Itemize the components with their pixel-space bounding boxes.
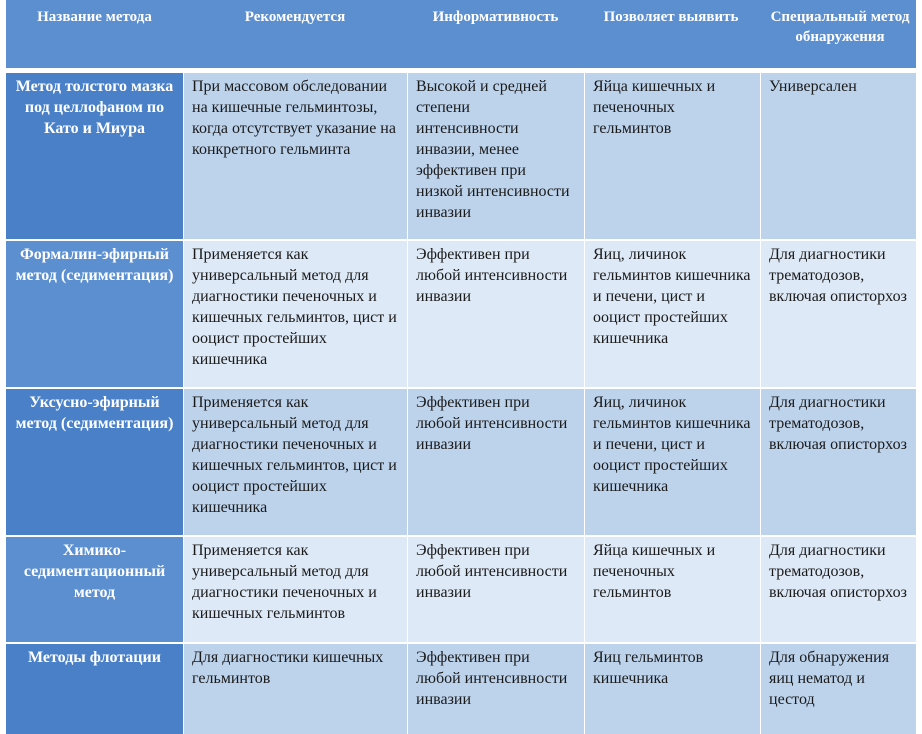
cell-recommended: При массовом обследовании на кишечные гельминтозы, когда отсутствует указание на конкретного гельминта — [183, 73, 407, 239]
cell-method: Методы флотации — [6, 644, 183, 734]
cell-special: Для диагностики трематодозов, включая описторхоз — [760, 389, 916, 535]
table-row — [6, 241, 916, 387]
cell-detects: Яиц гельминтов кишечника — [584, 644, 760, 734]
cell-informativeness: Эффективен при любой интенсивности инвазии — [407, 389, 584, 535]
header-recommended: Рекомендуется — [244, 9, 346, 25]
table-header — [6, 0, 916, 68]
cell-detects: Яиц, личинок гельминтов кишечника и печени, цист и ооцист простейших кишечника — [584, 241, 760, 387]
cell-informativeness: Эффективен при любой интенсивности инвазии — [407, 241, 584, 387]
column-divider — [760, 73, 761, 734]
table-row — [6, 537, 916, 642]
column-divider — [183, 73, 184, 734]
cell-recommended: Применяется как универсальный метод для диагностики печеночных и кишечных гельминтов — [183, 537, 407, 642]
cell-informativeness: Высокой и средней степени интенсивности инвазии, менее эффективен при низкой интенсивности инвазии — [407, 73, 584, 239]
cell-method: Химико-седиментационный метод — [6, 537, 183, 642]
cell-recommended: Применяется как универсальный метод для диагностики печеночных и кишечных гельминтов, цист и ооцист простейших кишечника — [183, 389, 407, 535]
column-divider — [407, 73, 408, 734]
cell-recommended: Для диагностики кишечных гельминтов — [183, 644, 407, 734]
header-special: Специальный метод обнаружения — [770, 9, 910, 45]
column-divider — [584, 73, 585, 734]
cell-detects: Яиц, личинок гельминтов кишечника и печени, цист и ооцист простейших кишечника — [584, 389, 760, 535]
table-row — [6, 73, 916, 239]
cell-method: Метод толстого мазка под целлофаном по Като и Миура — [6, 73, 183, 239]
cell-informativeness: Эффективен при любой интенсивности инвазии — [407, 537, 584, 642]
cell-special: Для обнаружения яиц нематод и цестод — [760, 644, 916, 734]
cell-special: Универсален — [760, 73, 916, 239]
cell-special: Для диагностики трематодозов, включая описторхоз — [760, 241, 916, 387]
cell-informativeness: Эффективен при любой интенсивности инвазии — [407, 644, 584, 734]
table-row — [6, 644, 916, 734]
cell-recommended: Применяется как универсальный метод для диагностики печеночных и кишечных гельминтов, цист и ооцист простейших кишечника — [183, 241, 407, 387]
header-detects: Позволяет выявить — [603, 9, 739, 25]
cell-detects: Яйца кишечных и печеночных гельминтов — [584, 537, 760, 642]
table-row — [6, 389, 916, 535]
cell-method: Уксусно-эфирный метод (седиментация) — [6, 389, 183, 535]
cell-method: Формалин-эфирный метод (седиментация) — [6, 241, 183, 387]
header-method: Название метода — [37, 9, 152, 25]
header-informativeness: Информативность — [432, 9, 559, 25]
cell-detects: Яйца кишечных и печеночных гельминтов — [584, 73, 760, 239]
cell-special: Для диагностики трематодозов, включая описторхоз — [760, 537, 916, 642]
